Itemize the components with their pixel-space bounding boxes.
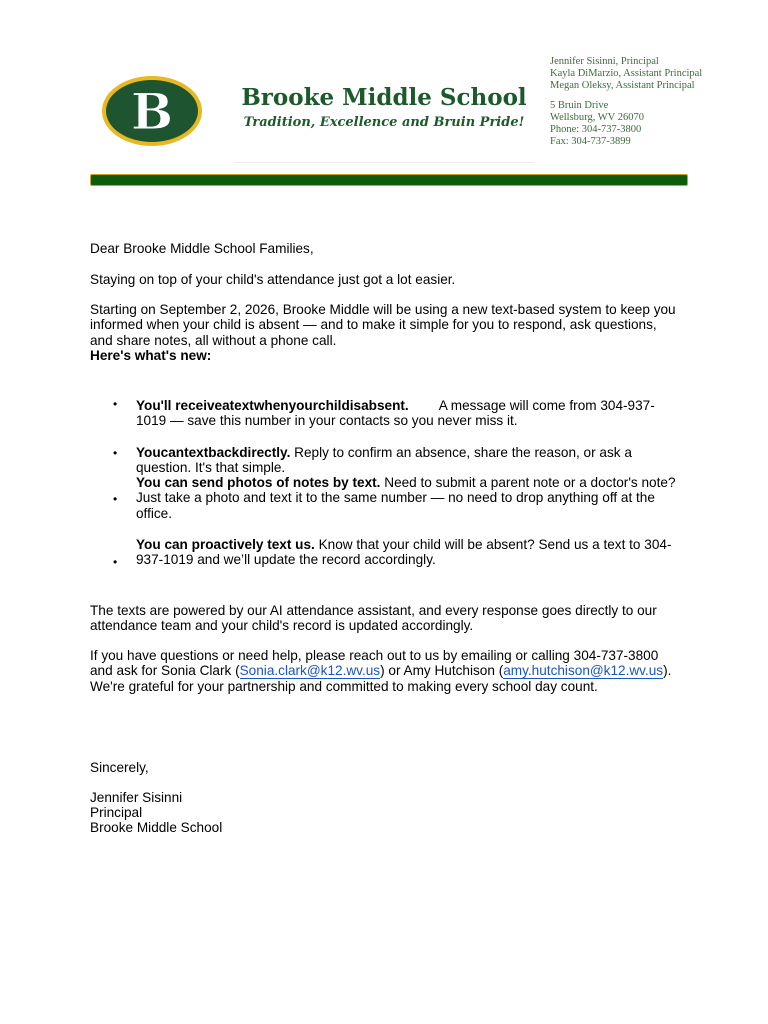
staff-assistant-principal-2: Megan Oleksy, Assistant Principal xyxy=(550,80,695,91)
bullet-text: Know that your child will be absent? Send us a text to 304-937-1019 and we’ll update the record accordingly. xyxy=(136,537,672,568)
bullet-bold: You'll receiveatextwhenyourchildisabsent. xyxy=(136,398,409,413)
bullet-item-proactive-text xyxy=(136,537,681,568)
school-logo xyxy=(101,75,203,147)
email-link-sonia-clark[interactable]: Sonia.clark@k12.wv.us xyxy=(239,663,381,679)
help-paragraph xyxy=(90,648,680,694)
signature-school: Brooke Middle School xyxy=(90,820,223,835)
bullet-bold: Youcantextbackdirectly. xyxy=(136,445,291,460)
signature-name: Jennifer Sisinni xyxy=(90,790,183,805)
bullet-item-text-back xyxy=(136,445,681,476)
intro-paragraph: Starting on September 2, 2026, Brooke Middle will be using a new text-based system to keep you informed when your child is absent — and to make it simple for you to respond, ask questions, and share notes, all without a phone call. xyxy=(90,302,676,348)
greeting: Dear Brooke Middle School Families, xyxy=(90,241,314,256)
email-link-amy-hutchison[interactable]: amy.hutchison@k12.wv.us xyxy=(503,663,664,679)
bullet-dot: • xyxy=(113,492,118,506)
bullet-text: Need to submit a parent note or a doctor's note? Just take a photo and text it to the same number — no need to drop anything off at the office. xyxy=(136,475,676,521)
signature-title: Principal xyxy=(90,805,143,820)
logo-letter: B xyxy=(130,82,174,141)
school-motto: Tradition, Excellence and Bruin Pride! xyxy=(243,115,525,130)
school-name: Brooke Middle School xyxy=(241,84,527,111)
bullet-bold: You can send photos of notes by text. xyxy=(136,475,381,490)
help-text: ) or Amy Hutchison ( xyxy=(380,663,504,679)
address-street: 5 Bruin Drive xyxy=(550,100,609,111)
bullet-dot: • xyxy=(113,446,118,460)
help-text: ). We're grateful for your partnership and committed to making every school day count. xyxy=(90,663,672,694)
staff-principal: Jennifer Sisinni, Principal xyxy=(550,56,659,67)
closing: Sincerely, xyxy=(90,760,149,775)
intro-line: Staying on top of your child's attendance just got a lot easier. xyxy=(90,272,456,287)
contact-block xyxy=(550,56,702,148)
bullet-dot: • xyxy=(113,555,118,569)
ai-assistant-paragraph: The texts are powered by our AI attendance assistant, and every response goes directly to our attendance team and your child's record is updated accordingly. xyxy=(90,603,657,634)
bullet-text: 1019 — save this number in your contacts so you never miss it. xyxy=(136,413,518,429)
bullet-bold: You can proactively text us. xyxy=(136,537,315,552)
bullet-item-send-photos xyxy=(136,475,681,521)
help-text: If you have questions or need help, please reach out to us by emailing or calling 304-737-3800 and ask for Sonia Clark ( xyxy=(90,648,659,679)
bullet-item-receive-text xyxy=(136,398,681,429)
header-divider xyxy=(234,162,534,163)
bullet-text: A message will come from 304-937- xyxy=(438,398,655,413)
bullet-text: Reply to confirm an absence, share the reason, or ask a question. It's that simple. xyxy=(136,445,632,476)
whats-new-heading: Here's what's new: xyxy=(90,348,212,363)
phone-number: Phone: 304-737-3800 xyxy=(550,124,642,135)
address-city: Wellsburg, WV 26070 xyxy=(550,112,644,123)
header-banner xyxy=(90,174,688,186)
bullet-dot: • xyxy=(113,397,118,411)
fax-number: Fax: 304-737-3899 xyxy=(550,136,631,147)
staff-assistant-principal-1: Kayla DiMarzio, Assistant Principal xyxy=(550,68,703,79)
